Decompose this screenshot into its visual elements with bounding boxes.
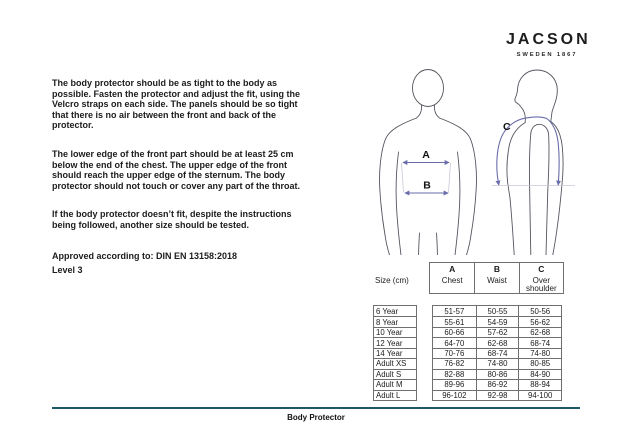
value-cell: 62-68	[476, 337, 519, 347]
size-name-column	[373, 305, 417, 401]
size-cell: 8 Year	[374, 316, 416, 326]
col-label: Chest	[441, 275, 463, 285]
table-header-col-b	[474, 263, 518, 294]
text-line: being followed, another size should be tested.	[52, 219, 250, 230]
text-line: protector.	[52, 120, 94, 131]
brand-logo	[503, 31, 589, 58]
text-line: protector should not touch or cover any part of the throat.	[52, 180, 301, 191]
value-cell: 89-96	[433, 379, 476, 389]
text-line: should reach the upper edge of the sternum. The body	[52, 170, 286, 181]
value-cell: 56-62	[518, 316, 561, 326]
size-cell: 10 Year	[374, 327, 416, 337]
table-header-col-c	[519, 263, 563, 294]
side-body-outline	[507, 70, 563, 255]
size-cell: 12 Year	[374, 337, 416, 347]
value-cell: 55-61	[433, 316, 476, 326]
size-cell: 14 Year	[374, 348, 416, 358]
value-cell: 64-70	[433, 337, 476, 347]
value-cell: 57-62	[476, 327, 519, 337]
instructions-block	[52, 78, 314, 275]
value-cell: 92-98	[476, 390, 519, 400]
col-label: Over shoulder	[525, 275, 557, 294]
value-cell: 54-59	[476, 316, 519, 326]
front-figure-diagram	[375, 55, 485, 255]
size-cell: Adult XS	[374, 358, 416, 368]
approval-statement: Approved according to: DIN EN 13158:2018	[52, 250, 238, 261]
value-cell: 68-74	[518, 337, 561, 347]
value-cell: 62-68	[518, 327, 561, 337]
brand-tagline: SWEDEN 1867	[516, 51, 578, 58]
text-line: The body protector should be as tight to the body as	[52, 78, 278, 88]
waist-label: B	[423, 179, 431, 192]
value-cell: 82-88	[433, 369, 476, 379]
value-cell: 74-80	[476, 358, 519, 368]
col-label: Waist	[487, 275, 507, 285]
footer-divider	[52, 407, 580, 409]
value-cell: 80-86	[476, 369, 519, 379]
col-letter: B	[493, 264, 501, 274]
table-header-col-a	[430, 263, 474, 294]
value-cell: 50-55	[476, 306, 519, 316]
value-cell: 51-57	[444, 306, 465, 316]
text-line: Velcro straps on each side. The panels should be so tight	[52, 99, 298, 110]
brand-name: JACSON	[506, 31, 591, 48]
footer-title: Body Protector	[287, 413, 345, 422]
value-cell: 68-74	[476, 348, 519, 358]
protection-level: Level 3	[52, 264, 83, 275]
value-cell: 80-85	[518, 358, 561, 368]
over-shoulder-label: C	[503, 121, 511, 133]
size-cell: Adult S	[374, 369, 416, 379]
size-cell: 6 Year	[376, 306, 399, 316]
value-cell: 70-76	[433, 348, 476, 358]
size-cell: Adult M	[374, 379, 416, 389]
size-cell: Adult L	[374, 390, 416, 400]
col-letter: A	[449, 264, 456, 274]
text-line: below the end of the chest. The upper edge of the front	[52, 159, 288, 170]
col-letter: C	[538, 264, 545, 274]
paragraph-edges	[52, 149, 314, 191]
value-cell: 84-90	[518, 369, 561, 379]
size-table-header	[429, 262, 564, 294]
value-cell: 94-100	[518, 390, 561, 400]
value-cell: 50-56	[518, 306, 561, 316]
paragraph-resize	[52, 209, 314, 230]
side-figure-diagram	[490, 55, 580, 255]
value-cell: 86-92	[476, 379, 519, 389]
text-line: The lower edge of the front part should be at least 25 cm	[52, 148, 294, 159]
value-cell: 74-80	[518, 348, 561, 358]
measure-guide-line	[402, 163, 404, 193]
value-cell: 96-102	[433, 390, 476, 400]
size-unit-label: Size (cm)	[375, 276, 409, 285]
text-line: possible. Fasten the protector and adjust the fit, using the	[52, 88, 301, 99]
chest-label: A	[422, 149, 430, 161]
text-line: that there is no air between the front and back of the	[52, 109, 277, 120]
text-line: If the body protector doesn’t fit, despite the instructions	[52, 209, 292, 220]
size-values-grid	[432, 305, 562, 401]
measure-guide-line	[449, 163, 451, 193]
value-cell: 88-94	[518, 379, 561, 389]
paragraph-fit	[52, 78, 314, 131]
value-cell: 76-82	[433, 358, 476, 368]
value-cell: 60-66	[433, 327, 476, 337]
